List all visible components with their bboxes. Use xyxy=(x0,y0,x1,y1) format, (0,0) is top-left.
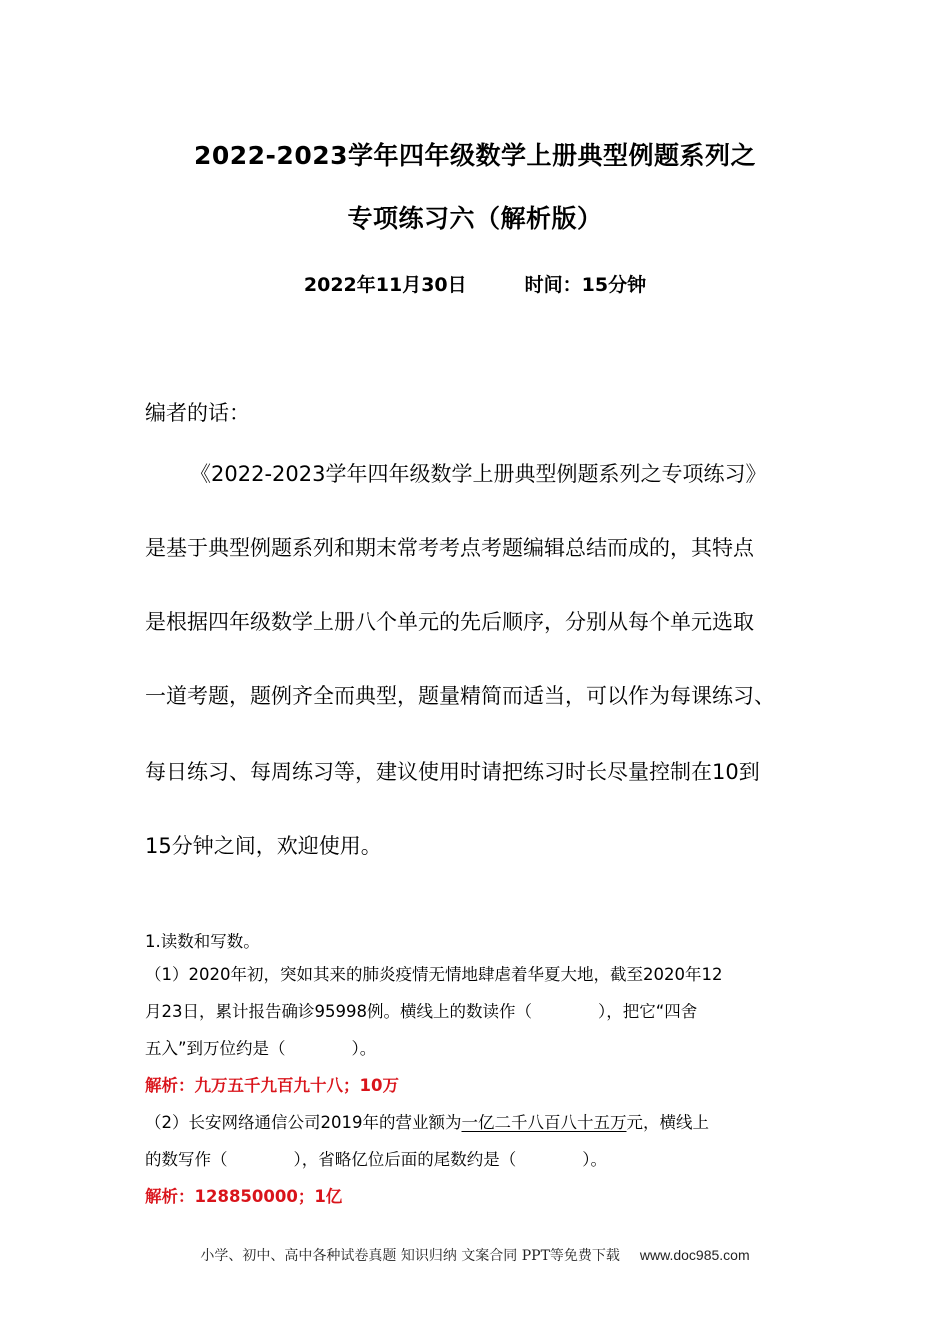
intro-line: 一道考题，题例齐全而典型，题量精简而适当，可以作为每课练习、 xyxy=(145,684,775,708)
title-line-1: 2022-2023学年四年级数学上册典型例题系列之 xyxy=(193,141,757,170)
footer-text: 小学、初中、高中各种试卷真题 知识归纳 文案合同 PPT等免费下载 xyxy=(200,1248,620,1264)
intro-line: 是根据四年级数学上册八个单元的先后顺序，分别从每个单元选取 xyxy=(145,610,754,634)
footer-url[interactable]: www.doc985.com xyxy=(639,1247,750,1263)
intro-line: 《2022-2023学年四年级数学上册典型例题系列之专项练习》 xyxy=(190,462,767,486)
intro-line: 是基于典型例题系列和期末常考考点考题编辑总结而成的，其特点 xyxy=(145,536,754,560)
footer xyxy=(0,1245,950,1265)
editor-note-heading: 编者的话： xyxy=(145,401,250,425)
question-text: 五入”到万位约是（ ）。 xyxy=(145,1039,377,1058)
question-title: 1.读数和写数。 xyxy=(145,932,260,951)
intro-line: 每日练习、每周练习等，建议使用时请把练习时长尽量控制在10到 xyxy=(145,760,760,784)
intro-line: 15分钟之间，欢迎使用。 xyxy=(145,834,382,858)
underlined-number-words: 一亿二千八百八十五万 xyxy=(461,1113,627,1132)
time-limit: 时间：15分钟 xyxy=(524,274,647,296)
question-text-segment: （2）长安网络通信公司2019年的营业额为 xyxy=(145,1113,462,1132)
date-time-line xyxy=(0,270,950,297)
title-line-2: 专项练习六（解析版） xyxy=(347,204,603,233)
question-text: 月23日，累计报告确诊95998例。横线上的数读作（ ），把它“四舍 xyxy=(145,1002,698,1021)
question-text xyxy=(145,1109,709,1133)
question-text-segment: 元，横线上 xyxy=(626,1113,709,1132)
answer-text: 解析：128850000；1亿 xyxy=(145,1187,343,1206)
date: 2022年11月30日 xyxy=(303,274,467,296)
answer-text: 解析：九万五千九百九十八；10万 xyxy=(145,1076,399,1095)
question-text: 的数写作（ ），省略亿位后面的尾数约是（ ）。 xyxy=(145,1150,607,1169)
question-text: （1）2020年初，突如其来的肺炎疫情无情地肆虐着华夏大地，截至2020年12 xyxy=(145,965,723,984)
